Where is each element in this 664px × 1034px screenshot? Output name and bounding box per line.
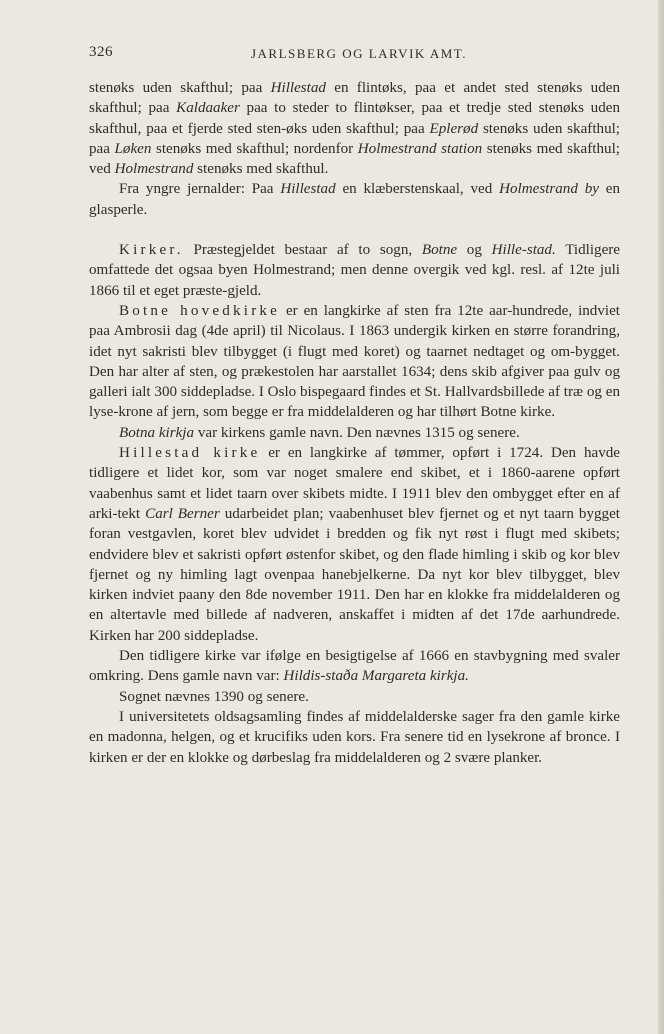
- paragraph-churches: Kirker. Præstegjeldet bestaar af to sogn, Botne og Hille-stad. Tidligere omfattede det ogsaa byen Holmestrand; men denne overgik ved kgl. resl. af 12te juli 1866 til et eget præste-gjeld.: [89, 242, 620, 299]
- page-edge: [658, 0, 664, 1034]
- paragraph-hillestad-church: Hillestad kirke er en langkirke af tømmer, opført i 1724. Den havde tidligere et lidet kor, som var noget smalere end skibet, et i 1860-aarene opført vaabenhus samt et lidet taarn over skibets midte. I 1911 blev den ombygget efter en af arki-tekt Carl Berner udarbeidet plan; vaabenhuset blev fjernet og et nyt taarn bygget foran vestgavlen, koret blev udvidet i bredden og fik nyt røst i flugt med skibets; endvidere blev et sakristi opført østenfor skibet, og den flade himling i skib og kor blev fjernet og ny himling lagt ovenpaa hanebjelkerne. Da nyt kor blev tilbygget, blev kirken indviet paany den 8de november 1911. Den har en klokke fra middelalderen og en altertavle med billede af nadveren, anskaffet i midten af det 17de aarhundrede. Kirken har 200 siddepladse.: [89, 445, 621, 644]
- page-number: 326: [89, 44, 113, 60]
- heading-botne-hovedkirke: Botne hovedkirke: [119, 302, 281, 319]
- section-heading-kirker: Kirker.: [119, 242, 184, 259]
- running-title: JARLSBERG OG LARVIK AMT.: [250, 46, 467, 61]
- paragraph-university-collection: I universitetets oldsagsamling findes af middelalderske sager fra den gamle kirke en madonna, helgen, og et krucifiks uden kors. Fra senere tid en lysekrone af bronce. I kirken er der en klokke og dørbeslag fra middelalderen og 2 svære planker.: [89, 708, 620, 766]
- body-text: [89, 78, 620, 768]
- paragraph-botne-church: Botne hovedkirke er en langkirke af sten fra 12te aar-hundrede, indviet paa Ambrosii dag (4de april) til Nicolaus. I 1863 undergik kirken en større forandring, idet nyt sakristi blev tilbygget (i flugt med koret) og taarnet nedtaget og om-bygget. Den har alter af sten, og prækestolen har aarstallet 1634; dens skib afgiver paa gulv og galleri ialt 300 siddepladse. I Oslo bispegaard findes et St. Hallvardsbillede af træ og en lyse-krone af jern, som begge er fra middelalderen og har tilhørt Botne kirke.: [89, 302, 620, 421]
- paragraph-parish-mention: Sognet nævnes 1390 og senere.: [119, 688, 309, 705]
- paragraph-former-church: Den tidligere kirke var ifølge en besigtigelse af 1666 en stavbygning med svaler omkring. Dens gamle navn var: Hildis-staða Margareta kirkja.: [89, 648, 620, 685]
- heading-hillestad-kirke: Hillestad kirke: [119, 445, 261, 462]
- paragraph-finds-stone-age: stenøks uden skafthul; paa Hillestad en flintøks, paa et andet sted stenøks uden skafthul; paa Kaldaaker paa to steder to flintøkser, paa et tredje sted stenøks uden skafthul, paa et fjerde sted sten-øks uden skafthul; paa Eplerød stenøks uden skafthul; paa Løken stenøks med skafthul; nordenfor Holmestrand station stenøks med skafthul; ved Holmestrand stenøks med skafthul.: [89, 80, 621, 178]
- paragraph-botna-kirkja: Botna kirkja var kirkens gamle navn. Den nævnes 1315 og senere.: [119, 424, 520, 441]
- running-header: [89, 44, 619, 66]
- paragraph-finds-iron-age: Fra yngre jernalder: Paa Hillestad en klæberstenskaal, ved Holmestrand by en glasperle.: [89, 181, 620, 218]
